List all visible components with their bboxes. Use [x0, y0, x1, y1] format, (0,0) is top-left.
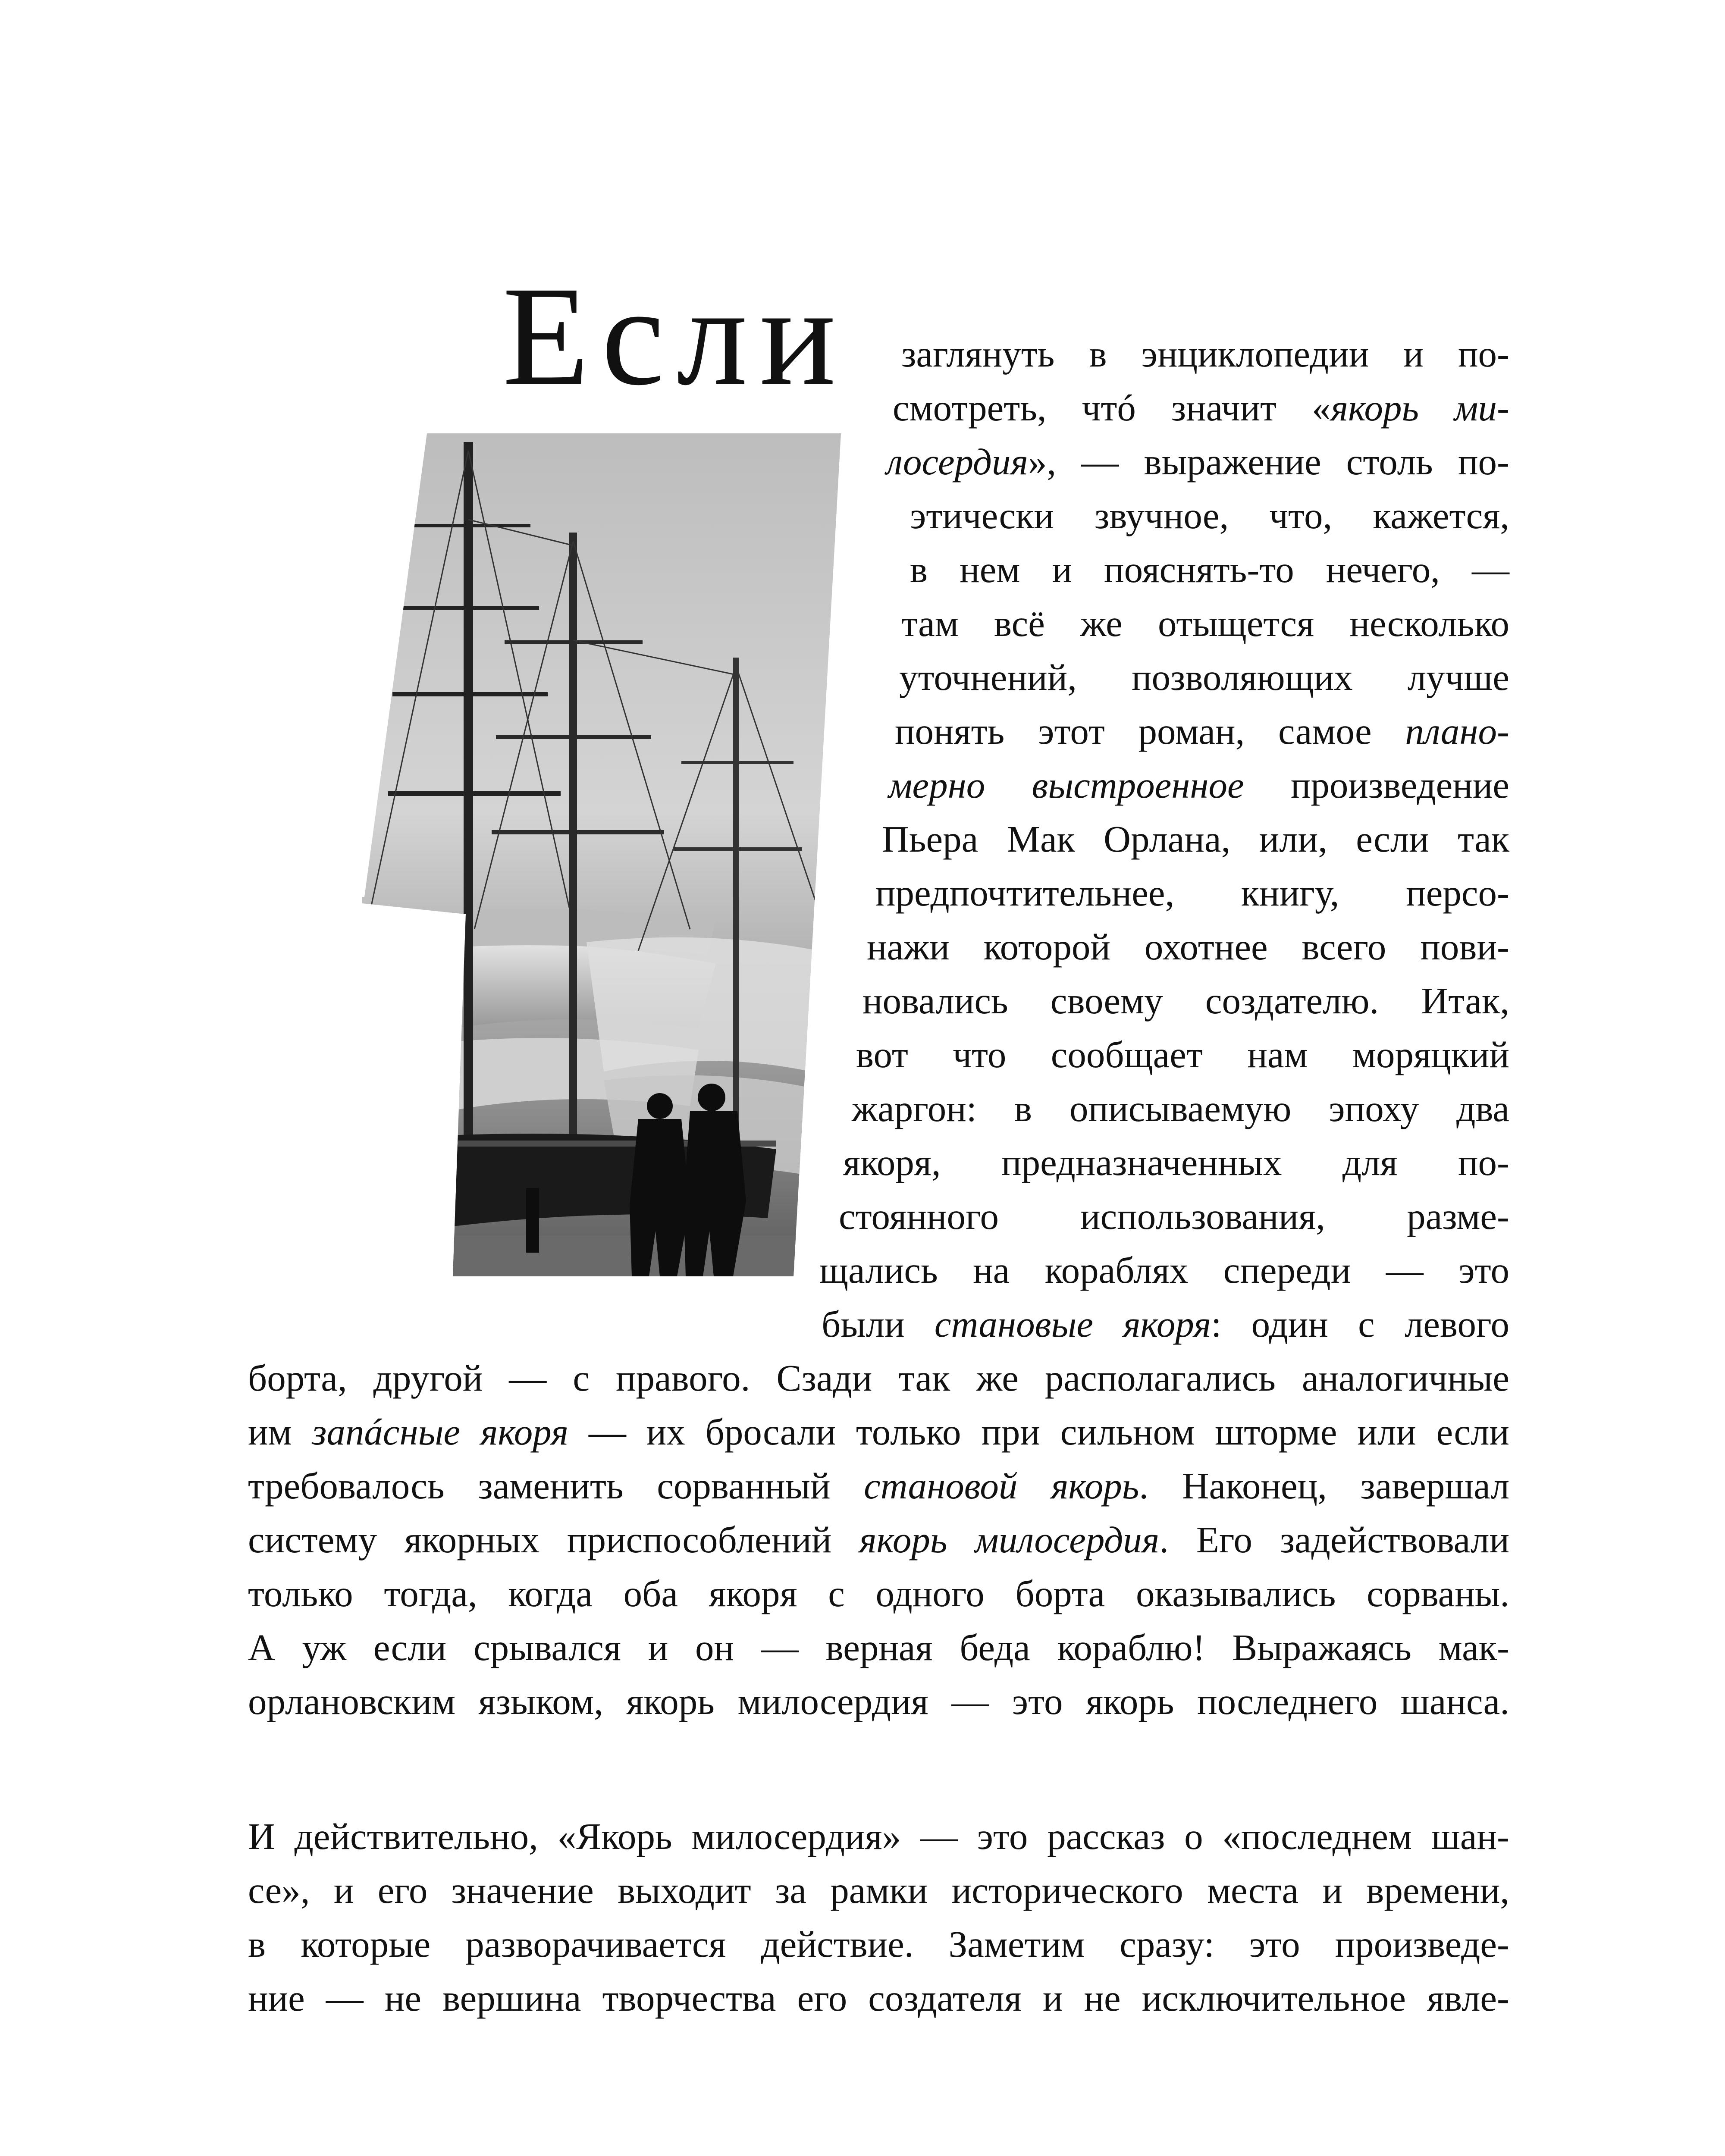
text-line: [248, 1815, 1509, 1857]
text-line: [843, 1141, 1509, 1183]
text-segment-italic: якорь милосердия: [859, 1519, 1160, 1561]
text-line: [910, 497, 1509, 534]
text-segment: предпочтительнее, книгу, персо-: [875, 872, 1509, 914]
text-segment: вот что сообщает нам моряцкий: [856, 1034, 1509, 1075]
text-segment: Пьера Мак Орлана, или, если так: [882, 818, 1509, 860]
text-segment: этически звучное, что, кажется,: [910, 495, 1509, 536]
text-segment: новались своему создателю. Итак,: [862, 980, 1509, 1022]
text-segment: . Наконец, завершал: [1139, 1465, 1510, 1507]
text-line: [901, 335, 1509, 373]
text-line: [839, 1197, 1509, 1235]
text-segment: систему якорных приспособлений: [248, 1519, 859, 1561]
text-line: [910, 548, 1509, 590]
text-line: [248, 1575, 1509, 1612]
drop-word: Если: [502, 257, 848, 415]
text-segment: жаргон: в описываемую эпоху два: [852, 1087, 1509, 1129]
text-line: [248, 1465, 1510, 1507]
text-segment: в которые разворачивается действие. Заметим сразу: это произведе-: [248, 1923, 1509, 1965]
text-line: [862, 980, 1509, 1022]
text-segment-italic: становой якорь: [864, 1465, 1139, 1507]
text-segment-italic: лосердия: [886, 441, 1028, 483]
text-line: [875, 874, 1509, 912]
text-line: [248, 1979, 1509, 2017]
text-segment: только тогда, когда оба якоря с одного борта оказывались сорваны.: [248, 1573, 1509, 1614]
text-line: [886, 441, 1509, 483]
text-segment: стоянного использования, разме-: [839, 1195, 1509, 1237]
text-line: [901, 602, 1509, 644]
text-segment: в нем и пояснять-то нечего, —: [910, 548, 1509, 590]
text-segment: А уж если срывался и он — верная беда кораблю! Выражаясь мак-: [248, 1626, 1509, 1668]
text-line: [893, 387, 1509, 429]
text-line: [895, 712, 1509, 750]
text-segment: ние — не вершина творчества его создателя и не исключительное явле-: [248, 1977, 1509, 2019]
text-segment: орлановским языком, якорь милосердия — это якорь последнего шанса.: [248, 1680, 1509, 1722]
text-segment: требовалось заменить сорванный: [248, 1465, 864, 1507]
text-segment-italic: якорь ми-: [1330, 387, 1509, 429]
text-segment: се», и его значение выходит за рамки исторического места и времени,: [248, 1869, 1509, 1911]
text-segment-italic: запáсные якоря: [312, 1411, 569, 1453]
text-line: [248, 1413, 1509, 1451]
text-segment: нажи которой охотнее всего пови-: [867, 926, 1509, 968]
text-segment-italic: плано-: [1405, 710, 1509, 752]
text-segment: борта, другой — с правого. Сзади так же располагались аналогичные: [248, 1357, 1509, 1399]
text-segment-italic: становые якоря: [934, 1303, 1211, 1345]
text-segment: — их бросали только при сильном шторме или если: [568, 1411, 1509, 1453]
text-line: [248, 1626, 1509, 1668]
ship-photo-icon: [362, 433, 841, 1276]
text-line: [888, 766, 1509, 804]
text-segment: понять этот роман, самое: [895, 710, 1405, 752]
text-line: [248, 1519, 1510, 1561]
text-segment: уточнений, позволяющих лучше: [899, 656, 1509, 698]
text-segment: щались на кораблях спереди — это: [819, 1249, 1509, 1291]
text-line: [248, 1359, 1509, 1397]
text-segment-italic: мерно выстроенное: [888, 764, 1244, 806]
text-segment: : один с левого: [1211, 1303, 1509, 1345]
text-segment: произведение: [1244, 764, 1509, 806]
text-line: [856, 1036, 1509, 1073]
text-line: [248, 1871, 1509, 1909]
text-segment: заглянуть в энциклопедии и по-: [901, 333, 1509, 375]
text-line: [248, 1925, 1509, 1963]
text-segment: якоря, предназначенных для по-: [843, 1141, 1509, 1183]
text-segment: там всё же отыщется несколько: [901, 602, 1509, 644]
sailing-ship-photo: [362, 433, 841, 1276]
text-line: [819, 1251, 1509, 1289]
text-line: [248, 1680, 1509, 1722]
text-line: [822, 1305, 1509, 1343]
text-segment: им: [248, 1411, 312, 1453]
text-line: [867, 926, 1509, 968]
text-segment: », — выражение столь по-: [1028, 441, 1509, 483]
text-line: [899, 658, 1509, 696]
text-segment: . Его задействовали: [1159, 1519, 1510, 1561]
text-line: [882, 820, 1509, 858]
text-segment: были: [822, 1303, 935, 1345]
text-line: [852, 1087, 1509, 1129]
text-segment: И действительно, «Якорь милосердия» — это рассказ о «последнем шан-: [248, 1815, 1509, 1857]
text-segment: смотреть, чтó значит «: [893, 387, 1331, 429]
